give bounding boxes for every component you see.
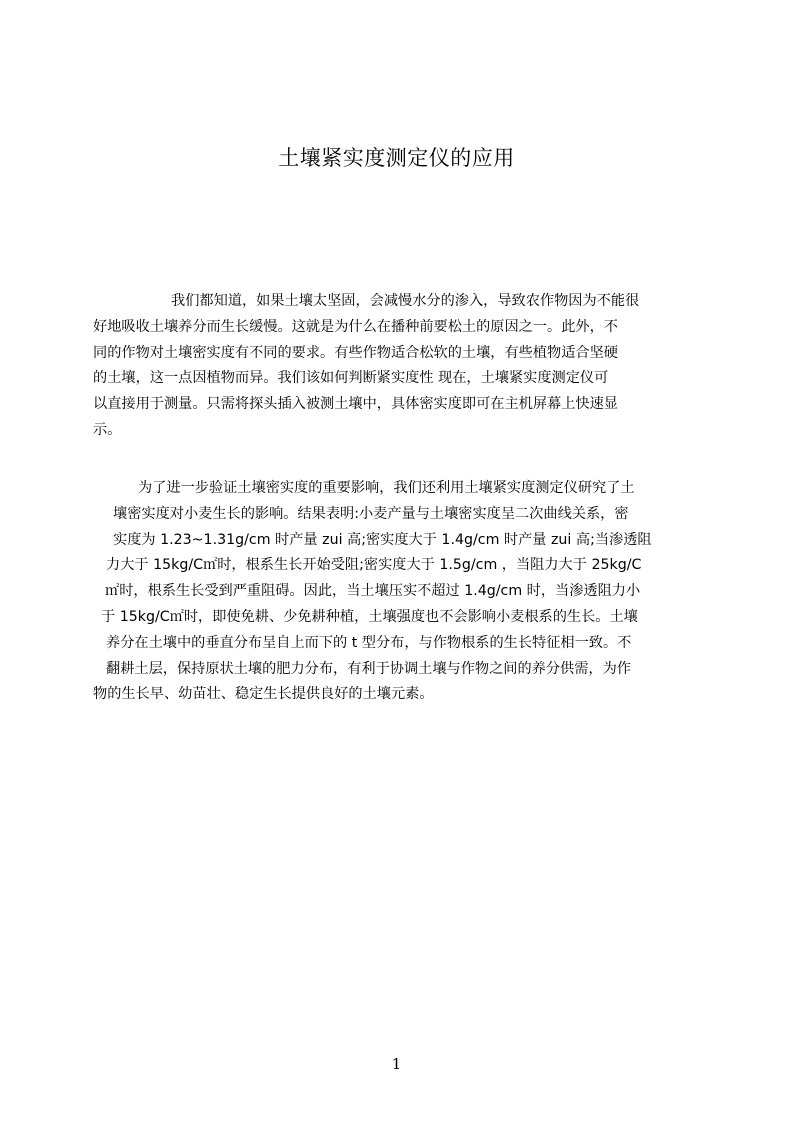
paragraph-line: 的土壤，这一点因植物而异。我们该如何判断紧实度性 现在，土壤紧实度测定仪可 (93, 370, 609, 387)
paragraph-line: 力大于 15kg/C㎡时，根系生长开始受阻;密实度大于 1.5g/cm ，当阻力大于 25kg/C (106, 557, 642, 574)
paragraph-line: 同的作物对土壤密实度有不同的要求。有些作物适合松软的土壤，有些植物适合坚硬 (93, 344, 618, 361)
paragraph-line: 以直接用于测量。只需将探头插入被测土壤中，具体密实度即可在主机屏幕上快速显 (93, 396, 618, 413)
paragraph-line: 养分在土壤中的垂直分布呈自上而下的 t 型分布，与作物根系的生长特征相一致。不 (106, 634, 632, 651)
paragraph-line: 物的生长早、幼苗壮、稳定生长提供良好的土壤元素。 (93, 686, 434, 703)
paragraph-line: 于 15kg/C㎡时，即使免耕、少免耕种植，土壤强度也不会影响小麦根系的生长。土壤 (101, 608, 638, 625)
page-title: 土壤紧实度测定仪的应用 (278, 146, 515, 170)
paragraph-line: 壤密实度对小麦生长的影响。结果表明:小麦产量与土壤密实度呈二次曲线关系，密 (113, 505, 629, 522)
paragraph-line: 示。 (93, 421, 122, 438)
paragraph-intro (93, 289, 703, 444)
paragraph-line: 好地吸收土壤养分而生长缓慢。这就是为什么在播种前要松土的原因之一。此外，不 (93, 318, 618, 335)
page-number: 1 (391, 1055, 402, 1073)
paragraph-research (93, 476, 703, 708)
paragraph-line: 为了进一步验证土壤密实度的重要影响，我们还利用土壤紧实度测定仪研究了土 (138, 480, 635, 496)
paragraph-line: 我们都知道，如果土壤太坚固，会减慢水分的渗入，导致农作物因为不能很 (171, 293, 640, 309)
paragraph-line: ㎡时，根系生长受到严重阻碍。因此，当土壤压实不超过 1.4g/cm 时，当渗透阻力小 (105, 583, 641, 600)
paragraph-line: 翻耕土层，保持原状土壤的肥力分布，有利于协调土壤与作物之间的养分供需，为作 (106, 660, 631, 677)
paragraph-line: 实度为 1.23~1.31g/cm 时产量 zui 高;密实度大于 1.4g/cm 时产量 zui 高;当渗透阻 (113, 531, 652, 548)
